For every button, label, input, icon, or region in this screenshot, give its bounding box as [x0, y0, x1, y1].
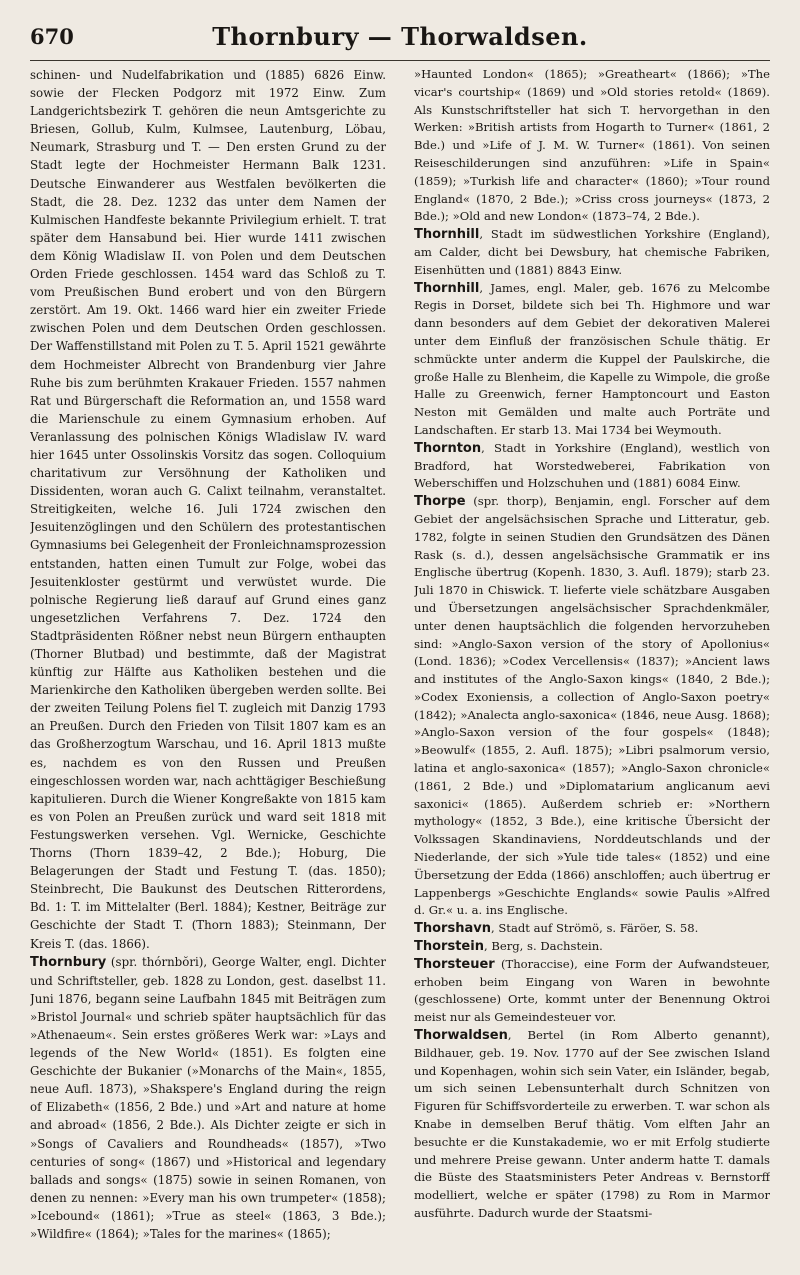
entry-text: (spr. thorp), Benjamin, engl. Forscher auf dem Gebiet der angelsächsischen Sprache und Litteratur, geb. 1782, folgte in seinen Studien den Grundsätzen des Dänen Rask (s. d.), dessen angelsächsische Grammatik er ins Englische übertrug (Kopenh. 1830, 3. Aufl. 1879); starb 23. Juli 1870 in Chiswick. T. lieferte viele schätzbare Ausgaben und Übersetzungen angelsächsischer Sprachdenkmäler, unter denen hauptsächlich die folgenden hervorzuheben sind: »Anglo-Saxon version of the story of Apollonius« (Lond. 1836); »Codex Vercellensis« (1837); »Ancient laws and institutes of the Anglo-Saxon kings« (1840, 2 Bde.); »Codex Exoniensis, a collection of Anglo-Saxon poetry« (1842); »Analecta anglo-saxonica« (1846, neue Ausg. 1868); »Anglo-Saxon version of the four gospels« (1848); »Beowulf« (1855, 2. Aufl. 1875); »Libri psalmorum versio, latina et anglo-saxonica« (1857); »Anglo-Saxon chronicle« (1861, 2 Bde.) und »Diplomatarium anglicanum aevi saxonici« (1865). Außerdem schrieb er: »Northern mythology« (1852, 3 Bde.), eine kritische Übersicht der Volkssagen Skandinaviens, Norddeutschlands und der Niederlande, der sich »Yule tide tales« (1852) und eine Übersetzung der Edda (1866) anschloffen; auch übertrug er Lappenbergs »Geschichte Englands« sowie Paulis »Alfred d. Gr.« u. a. ins Englische. — [414, 494, 770, 918]
left-column — [30, 66, 386, 1261]
running-head: Thornbury — Thorwaldsen. — [212, 22, 588, 51]
entry-headword: Thornbury — [30, 954, 107, 970]
entry-text: »Haunted London« (1865); »Greatheart« (1866); »The vicar's courtship« (1869) und »Old stories retold« (1869). Als Kunstschriftsteller hat sich T. hervorgethan in den Werken: »British artists from Hogarth to Turner« (1861, 2 Bde.) und »Life of J. M. W. Turner« (1861). Von seinen Reiseschilderungen sind anzuführen: »Life in Spain« (1859); »Turkish life and character« (1860); »Tour round England« (1870, 2 Bde.); »Criss cross journeys« (1873, 2 Bde.); »Old and new London« (1873–74, 2 Bde.). — [414, 67, 770, 224]
entry-headword: Thornton — [414, 440, 482, 456]
entry-headword: Thorwaldsen — [414, 1028, 508, 1044]
page-header — [30, 18, 770, 61]
lexicon-entry — [30, 953, 386, 1244]
right-column — [414, 66, 770, 1261]
lexicon-entry — [414, 1027, 770, 1223]
lexicon-entry — [414, 956, 770, 1027]
entry-text: , Stadt in Yorkshire (England), westlich von Bradford, hat Worstedweberei, Fabrikation von Weberschiffen und Holzschuhen und (1881) 6084 Einw. — [414, 440, 770, 491]
entry-text: schinen- und Nudelfabrikation und (1885) 6826 Einw. sowie der Flecken Podgorz mit 1972 Einw. Zum Landgerichtsbezirk T. gehören die neun Amtsgerichte zu Briesen, Gollub, Kulm, Kulmsee, Lautenburg, Löbau, Neumark, Strasburg und T. — Den ersten Grund zu der Stadt legte der Hochmeister Hermann Balk 1231. Deutsche Einwanderer aus Westfalen bevölkerten die Stadt, die 28. Dez. 1232 das unter dem Namen der Kulmischen Handfeste bekannte Privilegium erhielt. T. trat später dem Hansabund bei. Hier wurde 1411 zwischen dem König Wladislaw II. von Polen und dem Deutschen Orden Friede geschlossen. 1454 ward das Schloß zu T. vom Preußischen Bund erobert und von den Bürgern zerstört. Am 19. Okt. 1466 ward hier ein zweiter Friede zwischen Polen und dem Deutschen Orden geschlossen. Der Waffenstillstand mit Polen zu T. 5. April 1521 gewährte dem Hochmeister Albrecht von Brandenburg vier Jahre Ruhe bis zum berühmten Krakauer Frieden. 1557 nahmen Rat und Bürgerschaft die Reformation an, und 1558 ward die Marienschule zu einem Gymnasium erhoben. Auf Veranlassung des polnischen Königs Wladislaw IV. ward hier 1645 unter Ossolinskis Vorsitz das sogen. Colloquium charitativum zur Versöhnung der Katholiken und Dissidenten, woran auch G. Calixt teilnahm, veranstaltet. Streitigkeiten, welche 16. Juli 1724 zwischen den Jesuitenzöglingen und den Schülern des protestantischen Gymnasiums bei Gelegenheit der Fronleichnamsprozession entstanden, hatten einen Tumult zur Folge, wobei das Jesuitenkloster gestürmt und verwüstet wurde. Die polnische Regierung ließ darauf auf Grund eines ganz ungesetzlichen Verfahrens 7. Dez. 1724 den Stadtpräsidenten Rößner nebst neun Bürgern enthaupten (Thorner Blutbad) und bestimmte, daß der Magistrat künftig zur Hälfte aus Katholiken bestehen und die Marienkirche den Katholiken übergeben werden sollte. Bei der zweiten Teilung Polens fiel T. zugleich mit Danzig 1793 an Preußen. Durch den Frieden von Tilsit 1807 kam es an das Großherzogtum Warschau, und 16. April 1813 mußte es, nachdem es von den Russen und Preußen eingeschlossen worden war, nach achttägiger Beschießung kapitulieren. Durch die Wiener Kongreßakte von 1815 kam es von Polen an Preußen zurück und ward seit 1818 mit Festungswerken versehen. Vgl. Wernicke, Geschichte Thorns (Thorn 1839–42, 2 Bde.); Hoburg, Die Belagerungen der Stadt und Festung T. (das. 1850); Steinbrecht, Die Baukunst des Deutschen Ritterordens, Bd. 1: T. im Mittelalter (Berl. 1884); Kestner, Beiträge zur Geschichte der Stadt T. (Thorn 1883); Steinmann, Der Kreis T. (das. 1866). — [30, 68, 386, 951]
lexicon-entry — [414, 226, 770, 279]
lexicon-entry — [414, 440, 770, 493]
entry-text: , Berg, s. Dachstein. — [483, 939, 603, 954]
page-number: 670 — [30, 24, 74, 49]
lexicon-entry — [414, 493, 770, 920]
entry-headword: Thorpe — [414, 494, 466, 510]
entry-text: , James, engl. Maler, geb. 1676 zu Melcombe Regis in Dorset, bildete sich bei Th. Highmore und war dann besonders auf dem Gebiet der dekorativen Malerei unter dem Einfluß der französischen Schule thätig. Er schmückte unter anderm die Kuppel der Paulskirche, die große Halle zu Blenheim, die Kapelle zu Wimpole, die große Halle zu Greenwich, ferner Hamptoncourt und Easton Neston mit Gemälden und malte auch Porträte und Landschaften. Er starb 13. Mai 1734 bei Weymouth. — [414, 280, 770, 437]
entry-text: , Stadt auf Strömö, s. Färöer, S. 58. — [490, 921, 699, 936]
entry-headword: Thorsteuer — [414, 956, 495, 972]
lexicon-entry — [414, 280, 770, 440]
entry-headword: Thorstein — [414, 939, 484, 955]
entry-text: (Thoraccise), eine Form der Aufwandsteuer, erhoben beim Eingang von Waren in bewohnte (geschlossene) Orte, kommt unter der Benennung Oktroi meist nur als Gemeindesteuer vor. — [414, 956, 770, 1025]
entry-headword: Thornhill — [414, 280, 480, 296]
lexicon-entry — [414, 920, 770, 938]
lexicon-entry — [414, 66, 770, 226]
lexicon-entry — [30, 66, 386, 953]
lexicon-entry — [414, 938, 770, 956]
entry-headword: Thorshavn — [414, 921, 491, 937]
entry-text: , Stadt im südwestlichen Yorkshire (England), am Calder, dicht bei Dewsbury, hat chemische Fabriken, Eisenhütten und (1881) 8843 Einw. — [414, 227, 770, 277]
entry-headword: Thornhill — [414, 227, 480, 243]
entry-text: (spr. thórnbŏri), George Walter, engl. Dichter und Schriftsteller, geb. 1828 zu London, gest. daselbst 11. Juni 1876, begann seine Laufbahn 1845 mit Beiträgen zum »Bristol Journal« und schrieb später hauptsächlich für das »Athenaeum«. Sein erstes größeres Werk war: »Lays and legends of the New World« (1851). Es folgten eine Geschichte der Bukanier (»Monarchs of the Main«, 1855, neue Aufl. 1873), »Shakspere's England during the reign of Elizabeth« (1856, 2 Bde.) und »Art and nature at home and abroad« (1856, 2 Bde.). Als Dichter zeigte er sich in »Songs of Cavaliers and Roundheads« (1857), »Two centuries of song« (1867) und »Historical and legendary ballads and songs« (1875) sowie in seinen Romanen, von denen zu nennen: »Every man his own trumpeter« (1858); »Icebound« (1861); »True as steel« (1863, 3 Bde.); »Wildfire« (1864); »Tales for the marines« (1865); — [30, 954, 386, 1241]
entry-text: , Bertel (in Rom Alberto genannt), Bildhauer, geb. 19. Nov. 1770 auf der See zwischen Island und Kopenhagen, wohin sich sein Vater, ein Isländer, begab, um sich seinen Lebensunterhalt durch Schnitzen von Figuren für Schiffsvorderteile zu erwerben. T. war schon als Knabe in demselben Beruf thätig. Vom elften Jahr an besuchte er die Kunstakademie, wo er mit Erfolg studierte und mehrere Preise gewann. Unter anderm hatte T. damals die Büste des Staatsministers Peter Andreas v. Bernstorff modelliert, welche er später (1798) zu Rom in Marmor ausführte. Dadurch wurde der Staatsmi- — [414, 1028, 770, 1220]
text-columns — [30, 66, 770, 1261]
